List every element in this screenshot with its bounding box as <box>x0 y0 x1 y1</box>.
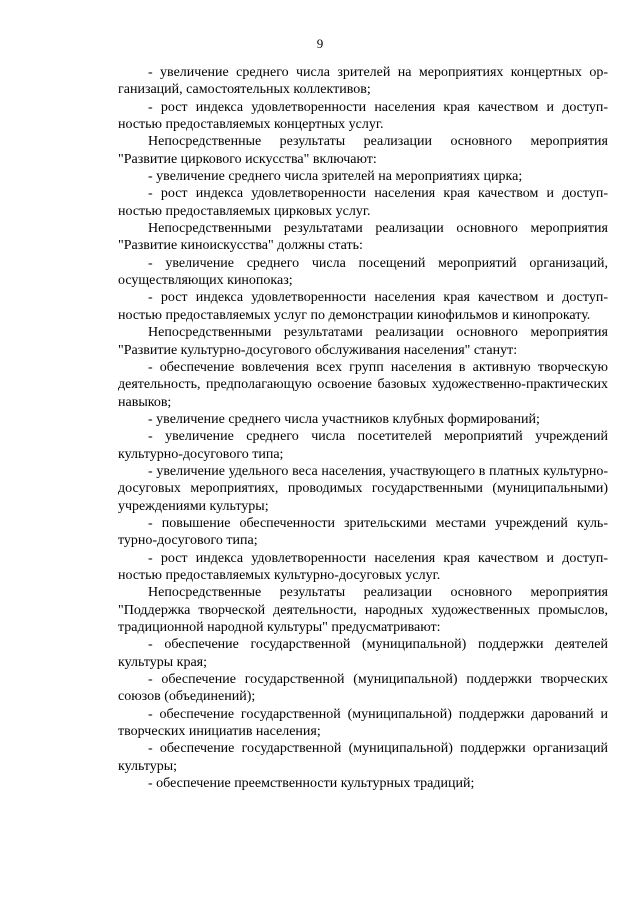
paragraph: - увеличение среднего числа посещений мероприятий организаций, осуществляющих кинопоказ; <box>118 255 608 289</box>
paragraph: - обеспечение государственной (муниципальной) поддержки дарований и творческих инициатив населения; <box>118 706 608 740</box>
paragraph: - рост индекса удовлетворенности населения края качеством и доступностью предоставляемых культурно-досуговых услуг. <box>118 550 608 583</box>
paragraph: Непосредственными результатами реализации основного мероприятия "Развитие культурно-досугового обслуживания населения" станут: <box>118 325 608 358</box>
page-number: 9 <box>316 36 324 51</box>
paragraph: - обеспечение вовлечения всех групп населения в активную творческую деятельность, предполагающую освоение базовых художественно-практических навыков; <box>118 359 608 410</box>
paragraph: Непосредственными результатами реализации основного мероприятия "Развитие киноискусства" должны стать: <box>118 221 608 254</box>
paragraph: - повышение обеспеченности зрительскими местами учреждений культурно-досугового типа; <box>118 515 608 549</box>
paragraph: - увеличение среднего числа зрителей на мероприятиях цирка; <box>148 169 523 185</box>
paragraph: - увеличение среднего числа зрителей на мероприятиях концертных организаций, самостоятельных коллективов; <box>118 65 608 98</box>
paragraph: - рост индекса удовлетворенности населения края качеством и доступностью предоставляемых концертных услуг. <box>118 99 608 133</box>
paragraph: - обеспечение преемственности культурных традиций; <box>148 776 475 792</box>
paragraph: - увеличение среднего числа участников клубных формирований; <box>148 411 540 427</box>
paragraph: - обеспечение государственной (муниципальной) поддержки деятелей культуры края; <box>118 637 608 670</box>
document-body <box>118 64 608 792</box>
paragraph: - рост индекса удовлетворенности населения края качеством и доступностью предоставляемых услуг по демонстрации кинофильмов и кинопрокату. <box>118 290 608 323</box>
paragraph: - обеспечение государственной (муниципальной) поддержки творческих союзов (объединений); <box>118 672 608 705</box>
paragraph: - рост индекса удовлетворенности населения края качеством и доступностью предоставляемых цирковых услуг. <box>118 186 608 219</box>
paragraph: - обеспечение государственной (муниципальной) поддержки организаций культуры; <box>118 741 608 774</box>
paragraph: Непосредственные результаты реализации основного мероприятия "Поддержка творческой деятельности, народных художественных промыслов, традиционной народной культуры" предусматривают: <box>118 585 608 635</box>
paragraph: Непосредственные результаты реализации основного мероприятия "Развитие циркового искусства" включают: <box>118 134 608 167</box>
paragraph: - увеличение удельного веса населения, участвующего в платных культурно-досуговых мероприятиях, проводимых государственными (муниципальными) учреждениями культуры; <box>118 463 608 514</box>
paragraph: - увеличение среднего числа посетителей мероприятий учреждений культурно-досугового типа; <box>118 429 608 462</box>
